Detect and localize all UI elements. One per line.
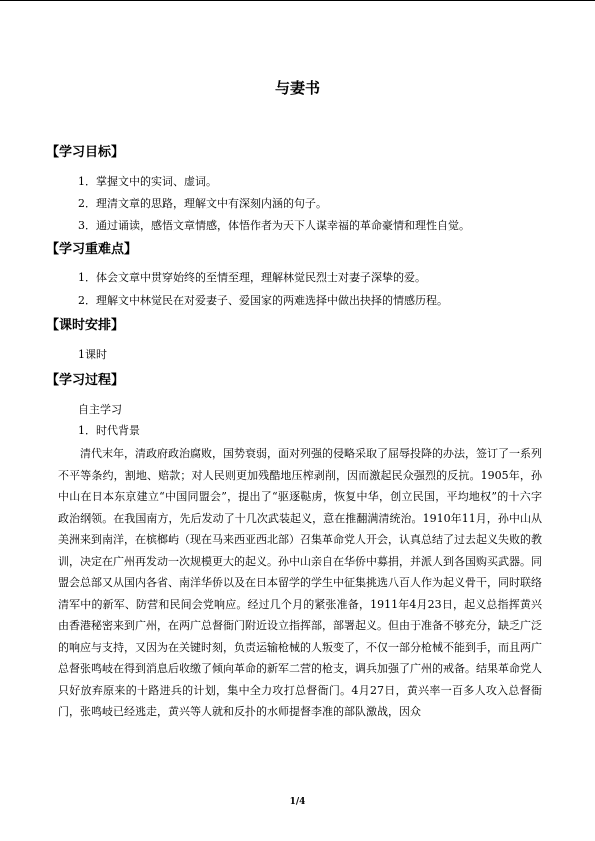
top-rule: [0, 0, 595, 1]
background-paragraph: 清代末年，清政府政治腐败，国势衰弱，面对列强的侵略采取了屈辱投降的办法，签订了一系列不平等条约，割地、赔款；对人民则更加残酷地压榨剥削，因而激起民众强烈的反抗。1905年，孙中山在日本东京建立“中国同盟会”，提出了“驱逐鞑虏，恢复中华，创立民国，平均地权”的十六字政治纲领。在我国南方，先后发动了十几次武装起义，意在推翻满清统治。1910年11月，孙中山从美洲来到南洋，在槟榔屿（现在马来西亚西北部）召集革命党人开会，认真总结了过去起义失败的教训，决定在广州再发动一次规模更大的起义。孙中山亲自在华侨中募捐，并派人到各国购买武器。同盟会总部又从国内各省、南洋华侨以及在日本留学的学生中征集挑选八百人作为起义骨干，同时联络清军中的新军、防营和民间会党响应。经过几个月的紧张准备，1911年4月23日，起义总指挥黄兴由香港秘密来到广州，在两广总督衙门附近设立指挥部，部署起义。但由于准备不够充分，缺乏广泛的响应与支持，又因为在关键时刻，负责运输枪械的人叛变了，不仅一部分枪械不能到手，而且两广总督张鸣岐在得到消息后收缴了倾向革命的新军二营的枪支，调兵加强了广州的戒备。结果革命党人只好放弃原来的十路进兵的计划，集中全力攻打总督衙门。4月27日，黄兴率一百多人攻入总督衙门，张鸣岐已经逃走，黄兴等人就和反扑的水师提督李准的部队激战，因众: [58, 447, 542, 718]
process-subheading: 自主学习: [78, 403, 122, 416]
section-heading-goals: 【学习目标】: [46, 145, 125, 160]
key-point-item-1: 1．体会文章中贯穿始终的至情至理，理解林觉民烈士对妻子深挚的爱。: [78, 271, 426, 284]
section-heading-key-points: 【学习重难点】: [46, 242, 138, 257]
goal-item-3: 3．通过诵读，感悟文章情感，体悟作者为天下人谋幸福的革命豪情和理性自觉。: [78, 219, 470, 232]
goal-item-1: 1．掌握文中的实词、虚词。: [78, 175, 217, 188]
page-number: 1/4: [289, 797, 306, 807]
section-heading-process: 【学习过程】: [46, 373, 125, 388]
page-title: 与妻书: [274, 79, 320, 97]
goal-item-2: 2．理清文章的思路，理解文中有深刻内涵的句子。: [78, 197, 327, 210]
key-point-item-2: 2．理解文中林觉民在对爱妻子、爱国家的两难选择中做出抉择的情感历程。: [78, 294, 448, 307]
schedule-text: 1课时: [78, 348, 107, 361]
section-heading-schedule: 【课时安排】: [46, 318, 125, 333]
process-item-1: 1．时代背景: [78, 424, 140, 437]
